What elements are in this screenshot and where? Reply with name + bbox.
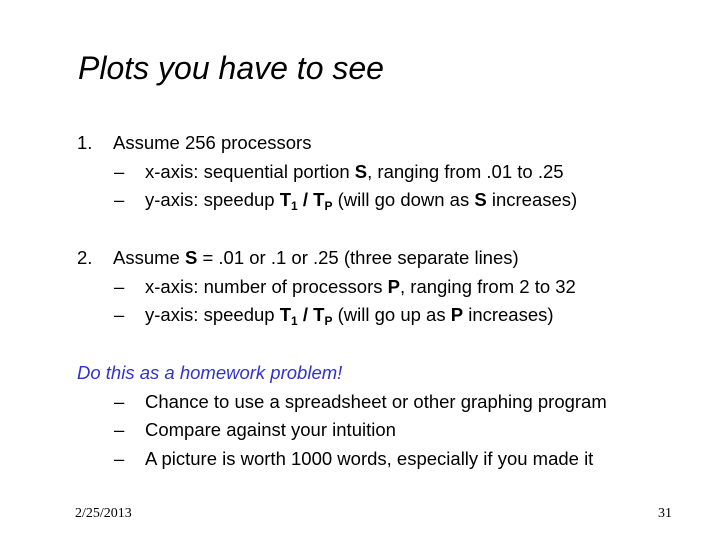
symbol-s: S bbox=[354, 161, 368, 182]
page-number: 31 bbox=[658, 506, 672, 521]
symbol-p: P bbox=[387, 276, 400, 297]
list-text: Assume 256 processors bbox=[113, 132, 312, 153]
text-segment: Assume bbox=[113, 247, 185, 268]
slide-title: Plots you have to see bbox=[78, 50, 384, 86]
sub-item-text bbox=[145, 189, 577, 213]
sub-item-text bbox=[145, 276, 576, 298]
homework-bullet-text: A picture is worth 1000 words, especially if you made it bbox=[145, 448, 594, 469]
symbol-t: T bbox=[313, 189, 325, 210]
dash-bullet: – bbox=[114, 161, 125, 182]
symbol-t1 bbox=[279, 189, 298, 213]
symbol-tp bbox=[313, 304, 333, 328]
dash-bullet: – bbox=[114, 391, 125, 412]
symbol-t1 bbox=[279, 304, 298, 328]
subscript: 1 bbox=[291, 314, 298, 328]
dash-bullet: – bbox=[114, 448, 125, 469]
list-text bbox=[113, 247, 519, 269]
symbol-t: T bbox=[279, 304, 292, 325]
homework-bullet-text: Chance to use a spreadsheet or other graphing program bbox=[145, 391, 607, 412]
text-segment: (will go down as bbox=[332, 189, 475, 210]
subscript: P bbox=[324, 199, 333, 213]
slash: / bbox=[297, 189, 314, 210]
dash-bullet: – bbox=[114, 419, 125, 440]
dash-bullet: – bbox=[114, 276, 125, 297]
text-segment: (will go up as bbox=[332, 304, 451, 325]
symbol-s: S bbox=[184, 247, 198, 268]
footer-date: 2/25/2013 bbox=[75, 506, 132, 521]
homework-heading: Do this as a homework problem! bbox=[77, 362, 343, 383]
symbol-t: T bbox=[279, 189, 292, 210]
list-number: 1. bbox=[77, 132, 93, 153]
dash-bullet: – bbox=[114, 189, 125, 210]
list-number: 2. bbox=[77, 247, 93, 268]
text-segment: = .01 or .1 or .25 (three separate lines) bbox=[197, 247, 519, 268]
symbol-tp bbox=[313, 189, 333, 213]
text-segment: , ranging from .01 to .25 bbox=[367, 161, 564, 182]
sub-item-text bbox=[145, 161, 564, 183]
text-segment: x-axis: number of processors bbox=[145, 276, 388, 297]
text-segment: increases) bbox=[463, 304, 554, 325]
homework-bullet-text: Compare against your intuition bbox=[145, 419, 396, 440]
text-segment: increases) bbox=[486, 189, 578, 210]
symbol-s: S bbox=[474, 189, 487, 210]
subscript: P bbox=[324, 314, 333, 328]
text-segment: x-axis: sequential portion bbox=[145, 161, 355, 182]
text-segment: , ranging from 2 to 32 bbox=[400, 276, 576, 297]
symbol-p: P bbox=[450, 304, 464, 325]
slash: / bbox=[297, 304, 314, 325]
subscript: 1 bbox=[291, 199, 298, 213]
text-segment: y-axis: speedup bbox=[145, 304, 280, 325]
dash-bullet: – bbox=[114, 304, 125, 325]
symbol-t: T bbox=[313, 304, 325, 325]
text-segment: y-axis: speedup bbox=[145, 189, 280, 210]
sub-item-text bbox=[145, 304, 554, 328]
